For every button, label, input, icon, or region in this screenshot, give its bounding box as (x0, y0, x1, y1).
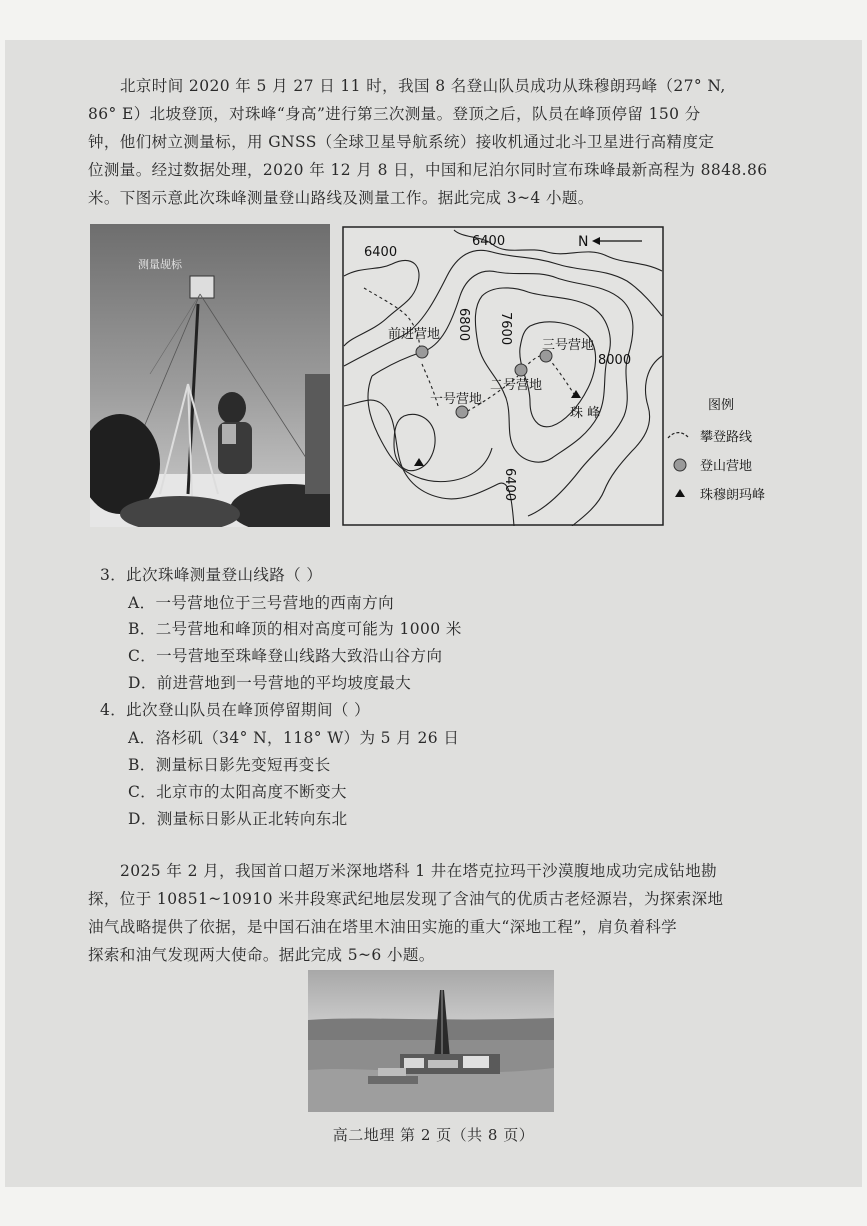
north-label: N (578, 234, 589, 250)
survey-marker-photo (90, 224, 330, 527)
question-4-stem: 4．此次登山队员在峰顶停留期间（ ） (100, 701, 370, 719)
question-3-stem: 3．此次珠峰测量登山线路（ ） (100, 566, 323, 584)
text-line: 2025 年 2 月，我国首口超万米深地塔科 1 井在塔克拉玛干沙漠腹地成功完成钻地勘 (120, 862, 718, 880)
text-line: 北京时间 2020 年 5 月 27 日 11 时，我国 8 名登山队员成功从珠穆朗玛峰（27° N, (120, 77, 726, 95)
camp-label: 前进营地 (388, 327, 441, 342)
text-line: 钟，他们树立测量标，用 GNSS（全球卫星导航系统）接收机通过北斗卫星进行高精度定 (88, 133, 715, 151)
contour-map (342, 226, 664, 526)
contour-label: 6400 (502, 468, 517, 502)
camp-2-marker (515, 364, 527, 376)
question-4-option-c: C．北京市的太阳高度不断变大 (128, 783, 347, 801)
camp-1-marker (456, 406, 468, 418)
question-3-option-c: C．一号营地至珠峰登山线路大致沿山谷方向 (128, 647, 443, 665)
camp-advance-marker (416, 346, 428, 358)
peak-legend-icon (675, 489, 685, 497)
intro-paragraph-deep-well (88, 857, 788, 969)
legend-title: 图例 (708, 398, 735, 413)
contour-label: 6400 (472, 234, 506, 249)
question-4-option-b: B．测量标日影先变短再变长 (128, 756, 331, 774)
legend-item: 登山营地 (700, 459, 753, 474)
page-footer: 高二地理 第 2 页（共 8 页） (332, 1126, 535, 1144)
legend-item: 攀登路线 (700, 430, 753, 445)
text-line: 位测量。经过数据处理，2020 年 12 月 8 日，中国和尼泊尔同时宣布珠峰最新高程为 8848.86 (88, 161, 768, 179)
camp-label: 二号营地 (490, 378, 543, 393)
route-legend-icon (668, 433, 688, 438)
contour-label: 7600 (498, 312, 513, 346)
contour-label: 6400 (364, 245, 398, 260)
text-line: 油气战略提供了依据，是中国石油在塔里木油田实施的重大“深地工程”，肩负着科学 (88, 918, 678, 936)
photo-caption: 测量觇标 (138, 258, 182, 271)
text-line: 86° E）北坡登顶，对珠峰“身高”进行第三次测量。登顶之后，队员在峰顶停留 150 分 (88, 105, 701, 123)
legend-item: 珠穆朗玛峰 (700, 488, 766, 503)
question-3-option-a: A．一号营地位于三号营地的西南方向 (128, 594, 394, 612)
camp-legend-icon (674, 459, 686, 471)
text-line: 探索和油气发现两大使命。据此完成 5~6 小题。 (88, 946, 435, 964)
contour-label: 6800 (456, 308, 471, 342)
drilling-rig-photo (308, 970, 554, 1112)
map-legend (666, 393, 786, 513)
peak-label: 珠 峰 (570, 406, 601, 421)
question-3-option-b: B．二号营地和峰顶的相对高度可能为 1000 米 (128, 620, 462, 638)
question-4-option-a: A．洛杉矶（34° N，118° W）为 5 月 26 日 (128, 729, 460, 747)
contour-label: 8000 (598, 353, 632, 368)
camp-label: 三号营地 (542, 338, 595, 353)
text-line: 米。下图示意此次珠峰测量登山路线及测量工作。据此完成 3~4 小题。 (88, 189, 594, 207)
question-3-option-d: D．前进营地到一号营地的平均坡度最大 (128, 674, 412, 692)
camp-label: 一号营地 (430, 392, 483, 407)
intro-paragraph-everest (88, 72, 788, 212)
question-4-option-d: D．测量标日影从正北转向东北 (128, 810, 348, 828)
text-line: 探，位于 10851~10910 米井段寒武纪地层发现了含油气的优质古老烃源岩，为探索深地 (88, 890, 724, 908)
